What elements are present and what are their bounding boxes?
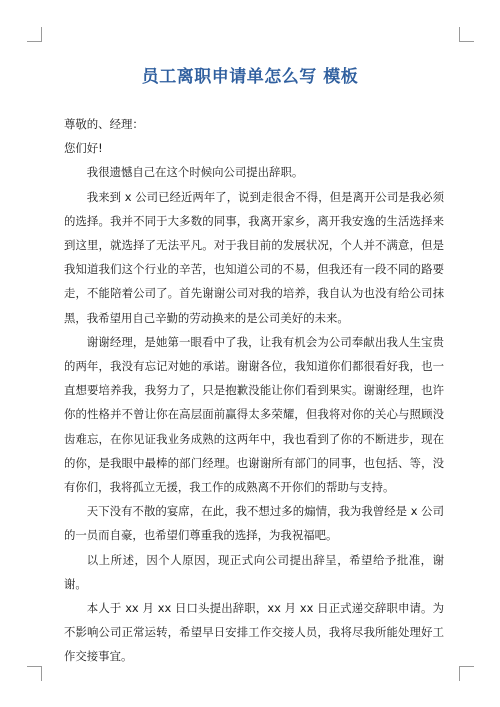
- greeting: 您们好!: [64, 141, 103, 156]
- crop-mark-bottom-right: [459, 666, 474, 681]
- document-title: 员工离职申请单怎么写 模板: [141, 67, 359, 87]
- paragraph-2: 我来到 x 公司已经近两年了，说到走很舍不得，但是离开公司是我必须的选择。我并不同于大多数的同事，我离开家乡，离开我安逸的生活选择来到这里，就选择了无法平凡。对于我目前的发展状况，个人并不满意，但是我知道我们这个行业的辛苦，也知道公司的不易，但我还有一段不同的路要走，不能陪着公司了。首先谢谢公司对我的培养，我自认为也没有给公司抹黑，我希望用自己辛勤的劳动换来的是公司美好的未来。: [64, 189, 444, 325]
- paragraph-1: 我很遗憾自己在这个时候向公司提出辞职。: [86, 165, 304, 180]
- crop-mark-top-right: [459, 27, 474, 42]
- paragraph-4: 天下没有不散的宴席，在此，我不想过多的煽情，我为我曾经是 x 公司的一员而自豪，也希望们尊重我的选择，为我祝福吧。: [64, 504, 444, 543]
- paragraph-3: 谢谢经理，是她第一眼看中了我，让我有机会为公司奉献出我人生宝贵的两年，我没有忘记对她的承诺。谢谢各位，我知道你们都很看好我，也一直想要培养我，我努力了，只是抱歉没能让你们看到果实。谢谢经理，也许你的性格并不曾让你在高层面前赢得太多荣耀，但我将对你的关心与照顾没齿难忘，在你见证我业务成熟的这两年中，我也看到了你的不断进步，现在的你，是我眼中最棒的部门经理。也谢谢所有部门的同事，也包括、等，没有你们，我将孤立无援，我工作的成熟离不开你们的帮助与支持。: [64, 334, 444, 495]
- paragraph-5: 以上所述，因个人原因，现正式向公司提出辞呈，希望给予批准，谢谢。: [64, 552, 444, 591]
- salutation: 尊敬的、经理：: [64, 117, 144, 131]
- crop-mark-bottom-left: [27, 666, 42, 681]
- crop-mark-top-left: [27, 27, 42, 42]
- paragraph-6: 本人于 xx 月 xx 日口头提出辞职，xx 月 xx 日正式递交辞职申请。为不影响公司正常运转，希望早日安排工作交接人员，我将尽我所能处理好工作交接事宜。: [64, 601, 444, 664]
- document-body: [64, 112, 444, 669]
